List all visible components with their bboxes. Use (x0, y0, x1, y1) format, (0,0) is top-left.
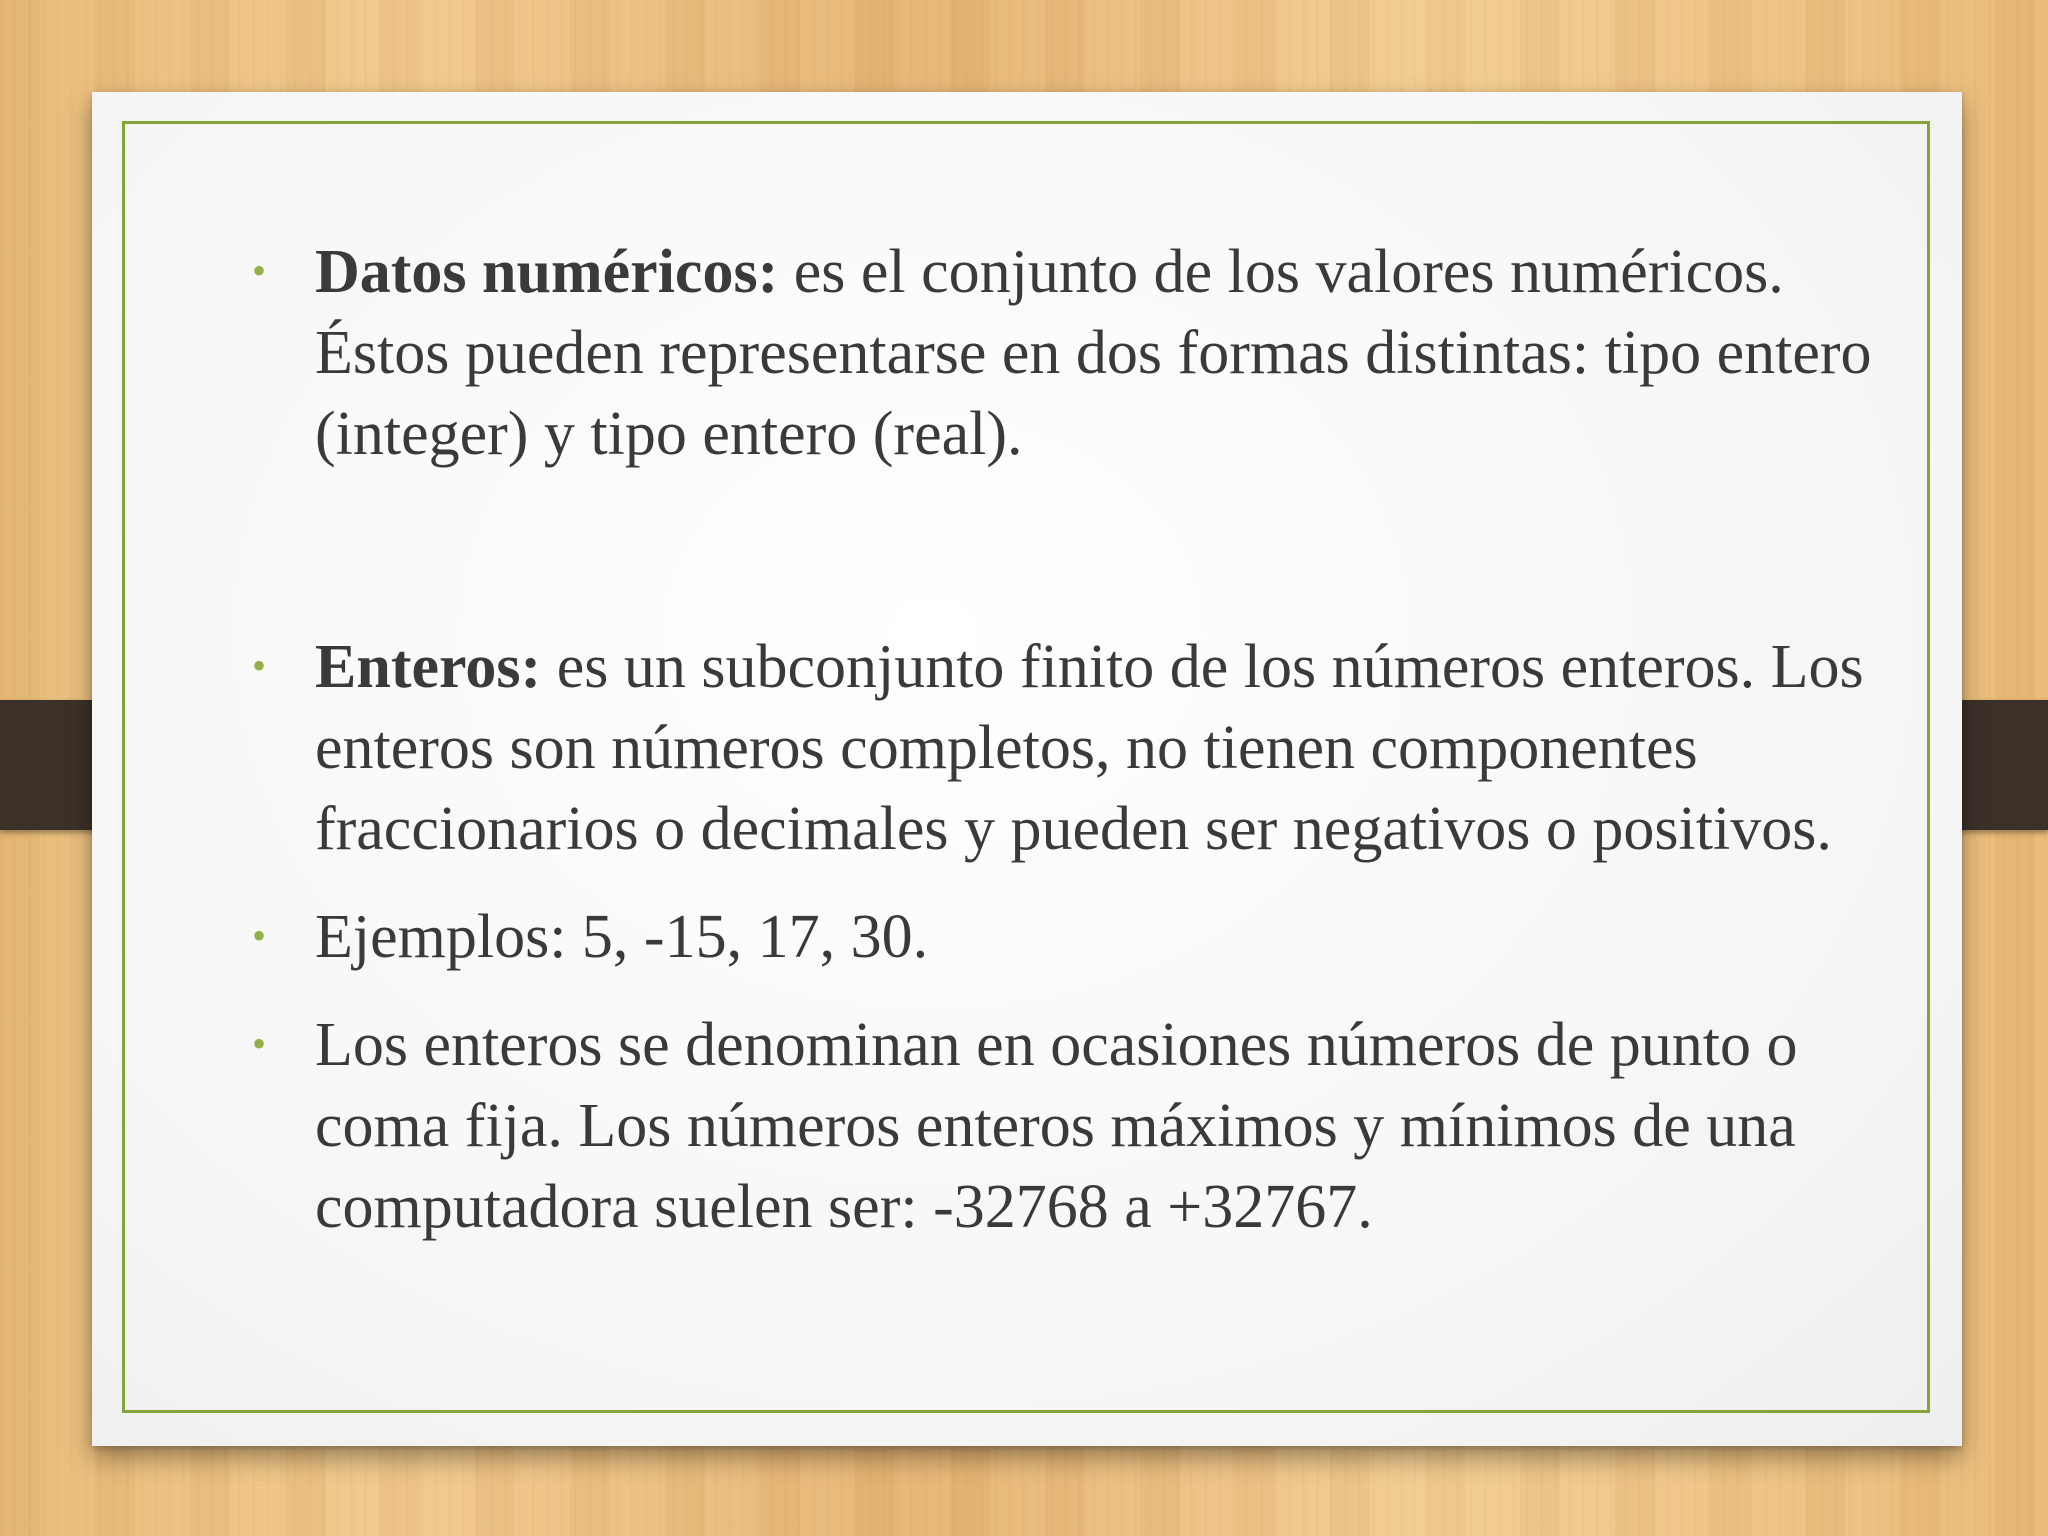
bullet-item-punto-fijo (222, 1005, 1922, 1248)
bullet-item-enteros (222, 627, 1922, 870)
slide-content (222, 232, 1922, 1248)
bullet-dot: • (252, 643, 267, 688)
bullet-dot: • (252, 248, 267, 293)
term-description: es un subconjunto finito de los números enteros. Los enteros son números completos, no tienen componentes fraccionarios o decimales y pueden ser negativos o positivos. (315, 633, 1864, 863)
term-label: Enteros: (315, 633, 542, 701)
slide-card (92, 92, 1962, 1446)
bullet-dot: • (252, 1021, 267, 1066)
bullet-item-datos-numericos (222, 232, 1922, 475)
term-label: Datos numéricos: (315, 238, 779, 306)
bullet-text: Los enteros se denominan en ocasiones números de punto o coma fija. Los números enteros máximos y mínimos de una computadora suelen ser: -32768 a +32767. (315, 1011, 1798, 1241)
term-description: es el conjunto de los valores numéricos. Éstos pueden representarse en dos formas distintas: tipo entero (integer) y tipo entero (real). (315, 238, 1872, 468)
bullet-text: Ejemplos: 5, -15, 17, 30. (315, 903, 929, 971)
bullet-item-ejemplos (222, 897, 1922, 978)
bullet-dot: • (252, 913, 267, 958)
